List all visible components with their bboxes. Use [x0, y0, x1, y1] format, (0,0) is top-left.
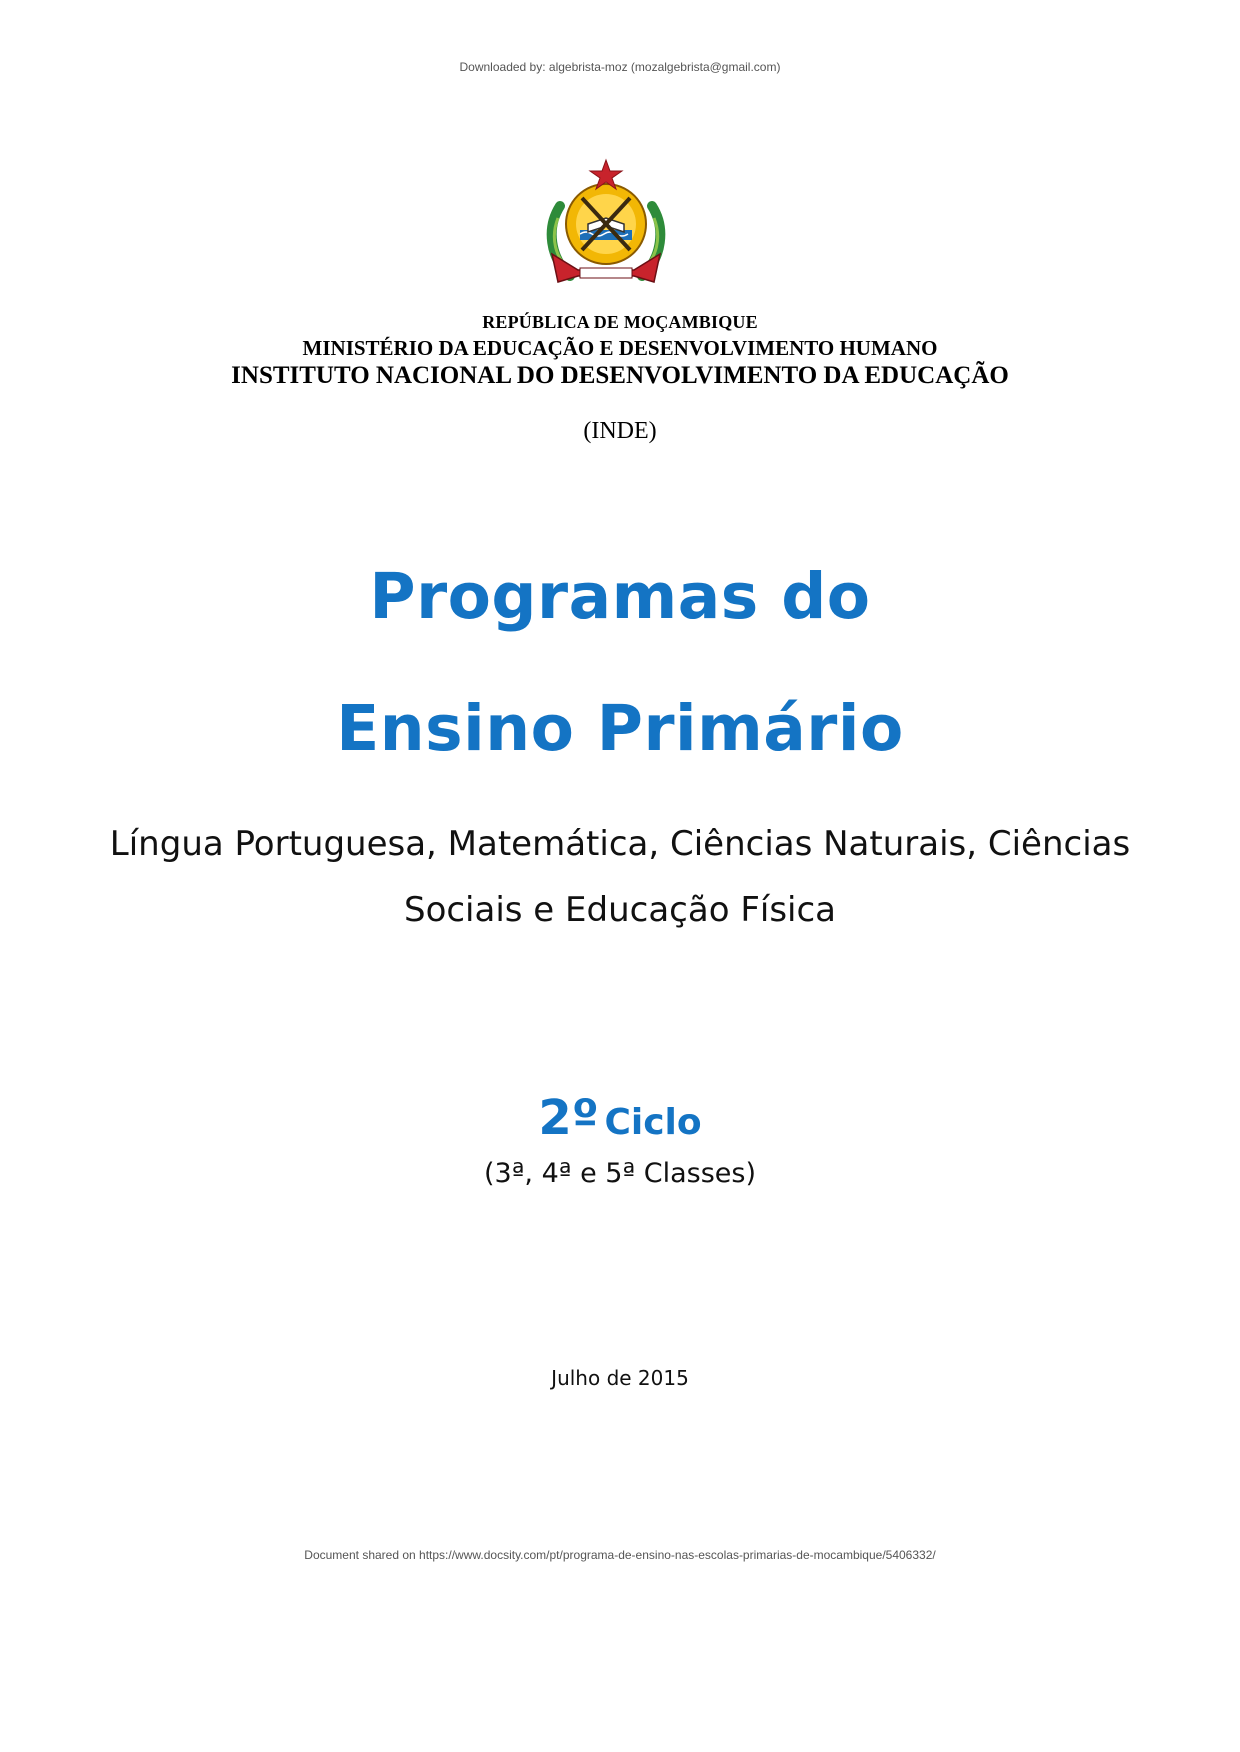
institute-name: INSTITUTO NACIONAL DO DESENVOLVIMENTO DA EDUCAÇÃO: [231, 362, 1009, 389]
cycle-heading: [0, 1090, 1240, 1146]
footer-note: Document shared on https://www.docsity.com/pt/programa-de-ensino-nas-escolas-primarias-de-mocambique/5406332/: [304, 1548, 936, 1562]
cycle-classes: (3ª, 4ª e 5ª Classes): [483, 1158, 756, 1189]
subjects-line1: Língua Portuguesa, Matemática, Ciências Naturais, Ciências: [109, 824, 1131, 864]
republic-name: REPÚBLICA DE MOÇAMBIQUE: [482, 312, 758, 332]
subjects-line2: Sociais e Educação Física: [403, 890, 837, 930]
publication-date: Julho de 2015: [551, 1366, 689, 1390]
cycle-number: 2º: [538, 1090, 599, 1146]
institute-acronym: (INDE): [583, 418, 657, 444]
ministry-name: MINISTÉRIO DA EDUCAÇÃO E DESENVOLVIMENTO HUMANO: [302, 336, 938, 360]
download-note: Downloaded by: algebrista-moz (mozalgebrista@gmail.com): [459, 60, 781, 74]
cycle-word: Ciclo: [604, 1102, 702, 1143]
document-title-line1: Programas do: [369, 560, 871, 633]
coat-of-arms-icon: [538, 158, 674, 298]
document-title-line2: Ensino Primário: [336, 692, 904, 765]
